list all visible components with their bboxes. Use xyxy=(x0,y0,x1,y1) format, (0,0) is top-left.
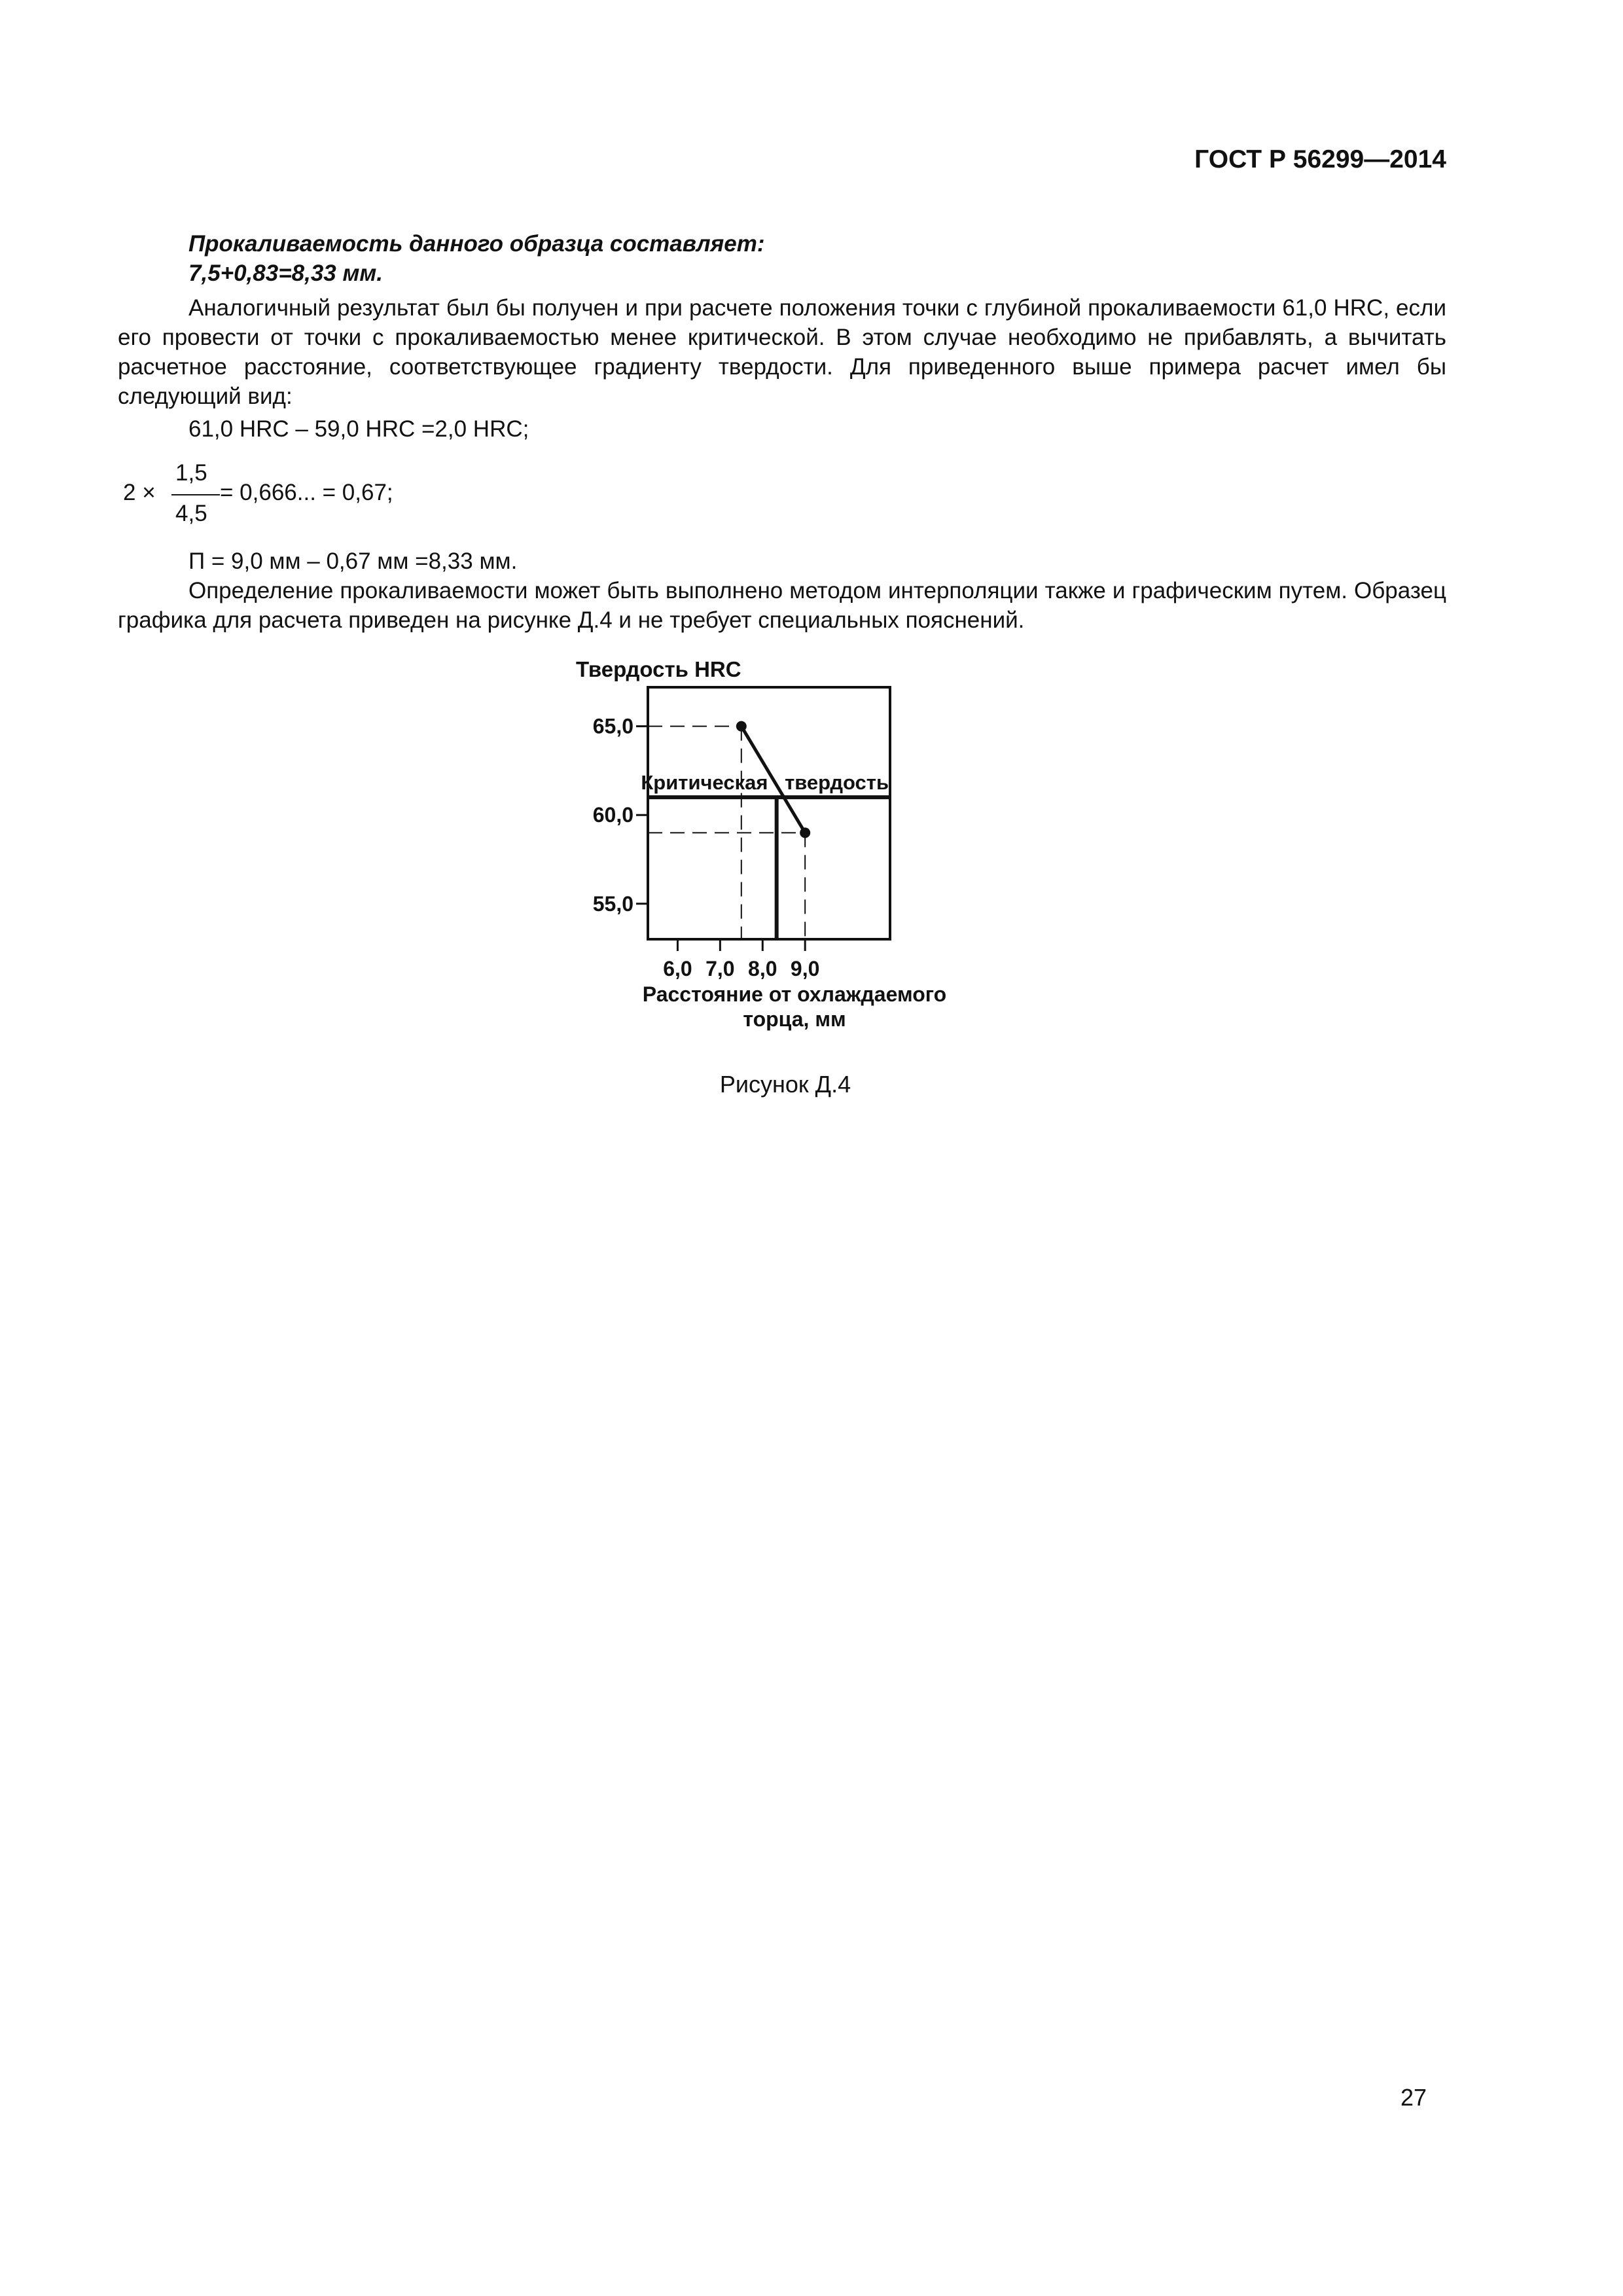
formula-hardness-difference: 61,0 HRC – 59,0 HRC =2,0 HRC; xyxy=(188,416,529,442)
critical-label-left: Критическая xyxy=(641,771,768,795)
data-point xyxy=(800,827,810,838)
formula-fraction-denominator: 4,5 xyxy=(175,501,207,526)
paragraph-analog-result: Аналогичный результат был бы получен и при расчете положения точки с глубиной прокаливаемости 61,0 HRC, если его провести от точки с прокаливаемостью менее критической. В этом случае необходимо не прибавлять, а вычитать расчетное расстояние, соответствующее градиенту твердости. Для приведенного выше примера расчет имел бы следующий вид: xyxy=(118,295,1446,409)
x-tick-label: 8,0 xyxy=(748,957,777,980)
formula-fraction-numerator: 1,5 xyxy=(175,460,207,486)
critical-label-right: твердость xyxy=(785,771,889,795)
fraction-bar xyxy=(171,494,220,495)
plot-frame xyxy=(648,687,890,939)
y-tick-label: 60,0 xyxy=(592,803,633,827)
x-axis-label-line1: Расстояние от охлаждаемого xyxy=(642,982,947,1006)
result-value: 7,5+0,83=8,33 мм. xyxy=(188,260,383,286)
paragraph-graphical-method: Определение прокаливаемости может быть выполнено методом интерполяции также и графическим путем. Образец графика для расчета приведен на рисунке Д.4 и не требует специальных пояснений. xyxy=(118,578,1446,633)
x-tick-label: 9,0 xyxy=(790,957,820,980)
x-axis-label-line2: торца, мм xyxy=(743,1007,846,1031)
x-tick-label: 6,0 xyxy=(663,957,692,980)
figure-caption: Рисунок Д.4 xyxy=(719,1071,851,1098)
result-heading: Прокаливаемость данного образца составляет: xyxy=(188,231,765,257)
x-tick-label: 7,0 xyxy=(705,957,735,980)
y-tick-label: 55,0 xyxy=(592,891,633,916)
page-number: 27 xyxy=(1400,2084,1427,2111)
data-point xyxy=(736,721,747,732)
hardness-chart xyxy=(563,648,1021,1041)
y-tick-label: 65,0 xyxy=(592,714,633,738)
y-axis-label: Твердость HRC xyxy=(576,657,741,681)
document-designation: ГОСТ Р 56299—2014 xyxy=(1194,145,1446,173)
formula-hardenability-p: П = 9,0 мм – 0,67 мм =8,33 мм. xyxy=(188,548,518,574)
formula-fraction-prefix: 2 × xyxy=(123,480,156,505)
formula-fraction-result: = 0,666... = 0,67; xyxy=(220,480,393,505)
